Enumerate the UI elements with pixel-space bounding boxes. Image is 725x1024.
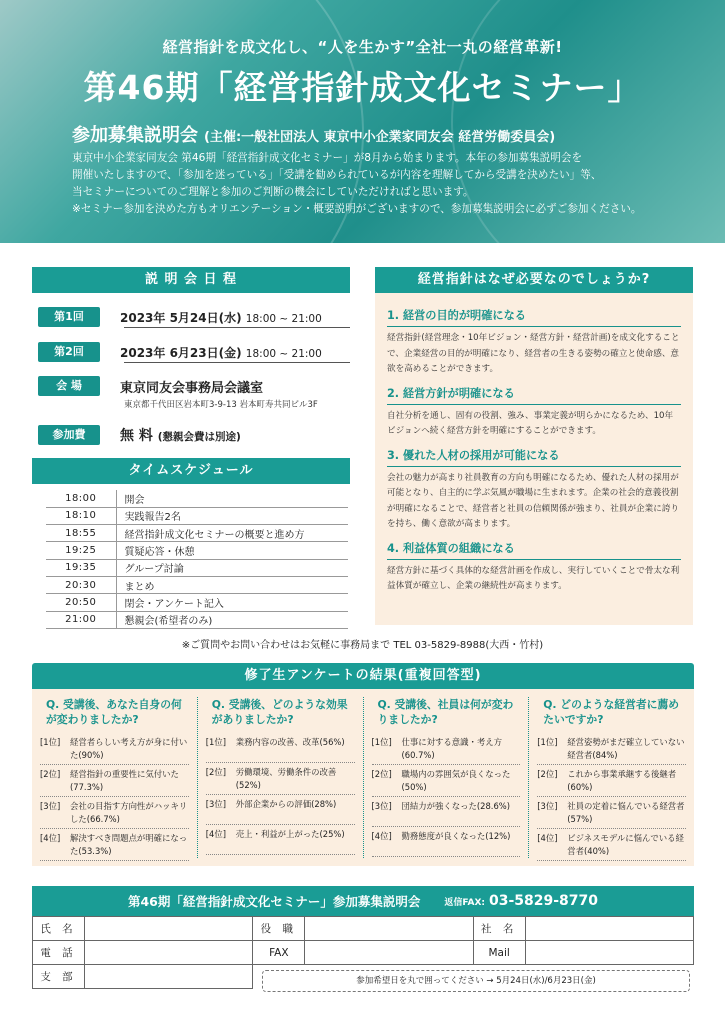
time-table: [46, 490, 348, 629]
survey-heading: 修了生アンケートの結果(重複回答型): [32, 663, 694, 689]
round1-date: 2023年 5月24日(水): [120, 310, 242, 325]
survey-question: Q. 受講後、あなた自身の何が変わりましたか?: [46, 698, 182, 726]
table-row: 18:00 開会: [46, 490, 348, 507]
round1-time: 18:00 ~ 21:00: [245, 312, 322, 325]
table-row: 21:00 懇親会(希望者のみ): [46, 611, 348, 628]
list-item: [4位] 売上・利益が上がった(25%): [206, 825, 355, 855]
list-item: [1位] 経営姿勢がまだ確立していない経営者(84%): [537, 733, 686, 765]
fee-note: (懇親会費は別途): [157, 431, 241, 443]
list-item: [2位] 経営指針の重要性に気付いた(77.3%): [40, 765, 189, 797]
table-row: 20:50 閉会・アンケート記入: [46, 594, 348, 611]
reason-item: 4. 利益体質の組織になる 経営方針に基づく具体的な経営計画を作成し、実行していくことで骨太な利益体質が確立し、企業の継続性が高まります。: [387, 541, 680, 591]
list-item: [3位] 会社の目指す方向性がハッキリした(66.7%): [40, 797, 189, 829]
survey-question: Q. どのような経営者に薦めたいですか?: [543, 698, 680, 726]
why-panel: [375, 293, 693, 625]
position-label: 役 職: [253, 917, 305, 941]
divider: [124, 327, 350, 328]
company-label: 社 名: [473, 917, 525, 941]
list-item: [1位] 仕事に対する意識・考え方(60.7%): [372, 733, 521, 765]
survey-column: [364, 697, 530, 858]
table-row: 19:35 グループ討論: [46, 559, 348, 576]
venue-address: 東京都千代田区岩本町3-9-13 岩本町寿共同ビル3F: [124, 400, 318, 410]
list-item: [4位] ビジネスモデルに悩んでいる経営者(40%): [537, 829, 686, 861]
round2-date: 2023年 6月23日(金): [120, 345, 242, 360]
fax-field[interactable]: [305, 941, 473, 965]
schedule-heading: 説 明 会 日 程: [32, 267, 350, 293]
hero-banner: [0, 0, 725, 243]
reason-item: 3. 優れた人材の採用が可能になる 会社の魅力が高まり社員教育の方向も明確になるため、優れた人材の採用が可能となり、自主的に学ぶ気風が職場に生まれます。企業の社会的意義役割が明確になることで、経営者と社員の信頼関係が強まり、社員が企業に誇りを持ち、働く意欲が高まります。: [387, 448, 680, 529]
company-field[interactable]: [525, 917, 693, 941]
list-item: [3位] 団結力が強くなった(28.6%): [372, 797, 521, 827]
table-row: 19:25 質疑応答・休憩: [46, 542, 348, 559]
survey-column: [529, 697, 694, 858]
round1-label: 第1回: [38, 307, 100, 327]
mail-label: Mail: [473, 941, 525, 965]
list-item: [2位] 職場内の雰囲気が良くなった(50%): [372, 765, 521, 797]
list-item: [4位] 解決すべき問題点が明確になった(53.3%): [40, 829, 189, 861]
phone-label: 電 話: [33, 941, 85, 965]
why-heading: 経営指針はなぜ必要なのでしょうか?: [375, 267, 693, 293]
date-preference[interactable]: 参加希望日を丸で囲ってください → 5月24日(水)/6月23日(金): [262, 970, 690, 992]
venue-row: [38, 376, 263, 396]
reason-item: 2. 経営方針が明確になる 自社分析を通し、固有の役割、強み、事業定義が明らかになるため、10年ビジョンへ続く経営方針を明確にすることができます。: [387, 385, 681, 440]
name-label: 氏 名: [33, 917, 85, 941]
divider: [124, 362, 350, 363]
round2-row: [38, 342, 322, 362]
form-title: 第46期「経営指針成文化セミナー」参加募集説明会: [127, 894, 421, 909]
round2-time: 18:00 ~ 21:00: [245, 347, 322, 360]
survey-column: [32, 697, 198, 858]
organizer: (主催:一般社団法人 東京中小企業家同友会 経営労働委員会): [204, 130, 556, 145]
survey-question: Q. 受講後、どのような効果がありましたか?: [211, 698, 348, 726]
tagline: 経営指針を成文化し、“人を生かす”全社一丸の経営革新!: [162, 38, 563, 56]
intro-text: 東京中小企業家同友会 第46期「経営指針成文化セミナー」が8月から始まります。本年の参加募集説明会を 開催いたしますので、「参加を迷っている」「受講を勧められているが内容を理解してから受講を決めたい」等、 当セミナーについてのご理解と参加のご判断の機会にしていただければと思います。 ※セミナー参加を決めた方もオリエンテーション・概要説明がございますので、参加募集説明会に必ずご参加ください。: [72, 150, 712, 218]
table-row: 20:30 まとめ: [46, 576, 348, 593]
survey-question: Q. 受講後、社員は何が変わりましたか?: [377, 698, 514, 726]
form-heading: [32, 886, 694, 916]
round2-label: 第2回: [38, 342, 100, 362]
page-title: 第46期「経営指針成文化セミナー」: [83, 68, 642, 107]
list-item: [3位] 外部企業からの評価(28%): [206, 795, 355, 825]
venue-name: 東京同友会事務局会議室: [120, 380, 264, 396]
name-field[interactable]: [85, 917, 253, 941]
fee-row: [38, 425, 241, 445]
mail-field[interactable]: [525, 941, 693, 965]
subtitle: 参加募集説明会 (主催:一般社団法人 東京中小企業家同友会 経営労働委員会): [72, 125, 556, 146]
list-item: [2位] 労働環境、労働条件の改善(52%): [206, 763, 355, 795]
list-item: [2位] これから事業承継する後継者(60%): [537, 765, 686, 797]
branch-label: 支 部: [33, 965, 85, 989]
list-item: [4位] 勤務態度が良くなった(12%): [372, 827, 521, 857]
list-item: [3位] 社員の定着に悩んでいる経営者(57%): [537, 797, 686, 829]
timeschedule-heading: タイムスケジュール: [32, 458, 350, 484]
intro-note: ※セミナー参加を決めた方もオリエンテーション・概要説明がございますので、参加募集説明会に必ずご参加ください。: [72, 203, 642, 215]
phone-field[interactable]: [85, 941, 253, 965]
reason-item: 1. 経営の目的が明確になる 経営指針(経営理念・10年ビジョン・経営方針・経営計画)を成文化することで、企業経営の目的が明確になり、経営者の生きる姿勢の確立と使命感、意欲を高めることができます。: [387, 309, 680, 374]
contact-info: ※ご質問やお問い合わせはお気軽に事務局まで TEL 03-5829-8988(大西・竹村): [181, 640, 544, 651]
fax-label: FAX: [253, 941, 305, 965]
list-item: [1位] 業務内容の改善、改革(56%): [206, 733, 355, 763]
list-item: [1位] 経営者らしい考え方が身に付いた(90%): [40, 733, 189, 765]
branch-field[interactable]: [85, 965, 253, 989]
survey-panel: [32, 689, 694, 866]
table-row: 18:10 実践報告2名: [46, 507, 348, 524]
survey-column: [198, 697, 364, 858]
round1-row: [38, 307, 322, 327]
fee-value: 無 料: [120, 428, 153, 444]
table-row: 18:55 経営指針成文化セミナーの概要と進め方: [46, 525, 348, 542]
venue-label: 会 場: [38, 376, 100, 396]
position-field[interactable]: [305, 917, 473, 941]
fee-label: 参加費: [38, 425, 100, 445]
reply-fax: 返信FAX: 03-5829-8770: [444, 893, 599, 909]
